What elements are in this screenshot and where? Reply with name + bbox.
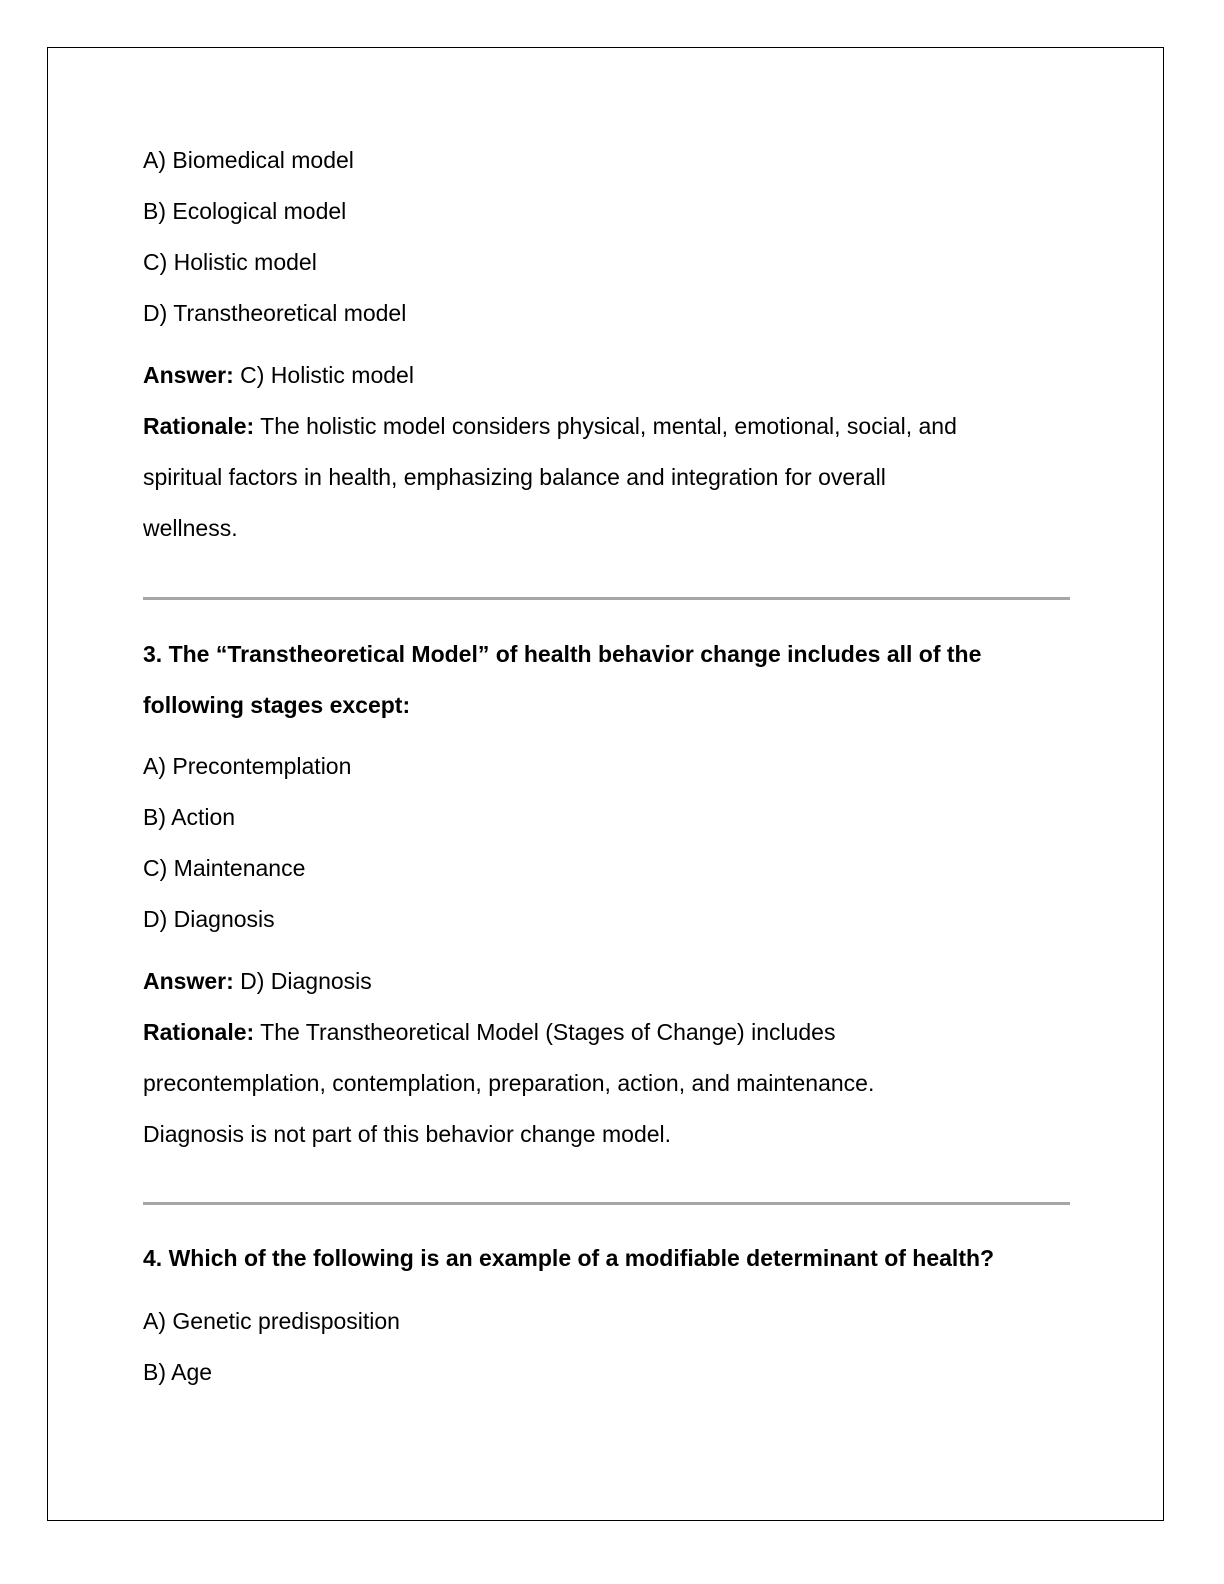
q2-option-b: B) Ecological model (143, 198, 347, 224)
q3-answer (143, 966, 372, 996)
q3-rationale-line-2: precontemplation, contemplation, preparation, action, and maintenance. (143, 1070, 875, 1096)
q4-question: 4. Which of the following is an example of a modifiable determinant of health? (143, 1245, 995, 1271)
q2-rationale (143, 411, 957, 441)
q3-option-b: B) Action (143, 804, 236, 830)
q2-answer (143, 360, 414, 390)
q2-option-d: D) Transtheoretical model (143, 300, 407, 326)
q4-option-a: A) Genetic predisposition (143, 1308, 400, 1334)
q3-rationale-line-3: Diagnosis is not part of this behavior change model. (143, 1121, 672, 1147)
q3-rationale (143, 1017, 835, 1047)
q2-rationale-line-1: The holistic model considers physical, mental, emotional, social, and (254, 413, 957, 439)
q2-option-c: C) Holistic model (143, 249, 317, 275)
q3-answer-label: Answer: (143, 968, 234, 994)
q3-answer-text: D) Diagnosis (233, 968, 372, 994)
q2-rationale-label: Rationale: (143, 413, 255, 439)
q2-answer-label: Answer: (143, 362, 234, 388)
q3-rationale-label: Rationale: (143, 1019, 255, 1045)
q2-option-a: A) Biomedical model (143, 147, 354, 173)
section-divider (143, 1202, 1070, 1205)
q3-question-line-2: following stages except: (143, 692, 411, 718)
q4-option-b: B) Age (143, 1359, 213, 1385)
q3-option-d: D) Diagnosis (143, 906, 275, 932)
q2-rationale-line-3: wellness. (143, 515, 238, 541)
q3-option-a: A) Precontemplation (143, 753, 352, 779)
q2-rationale-line-2: spiritual factors in health, emphasizing balance and integration for overall (143, 464, 886, 490)
q3-option-c: C) Maintenance (143, 855, 306, 881)
section-divider (143, 597, 1070, 600)
q3-rationale-line-1: The Transtheoretical Model (Stages of Change) includes (254, 1019, 836, 1045)
q3-question-line-1: 3. The “Transtheoretical Model” of health behavior change includes all of the (143, 641, 982, 667)
q2-answer-text: C) Holistic model (233, 362, 414, 388)
